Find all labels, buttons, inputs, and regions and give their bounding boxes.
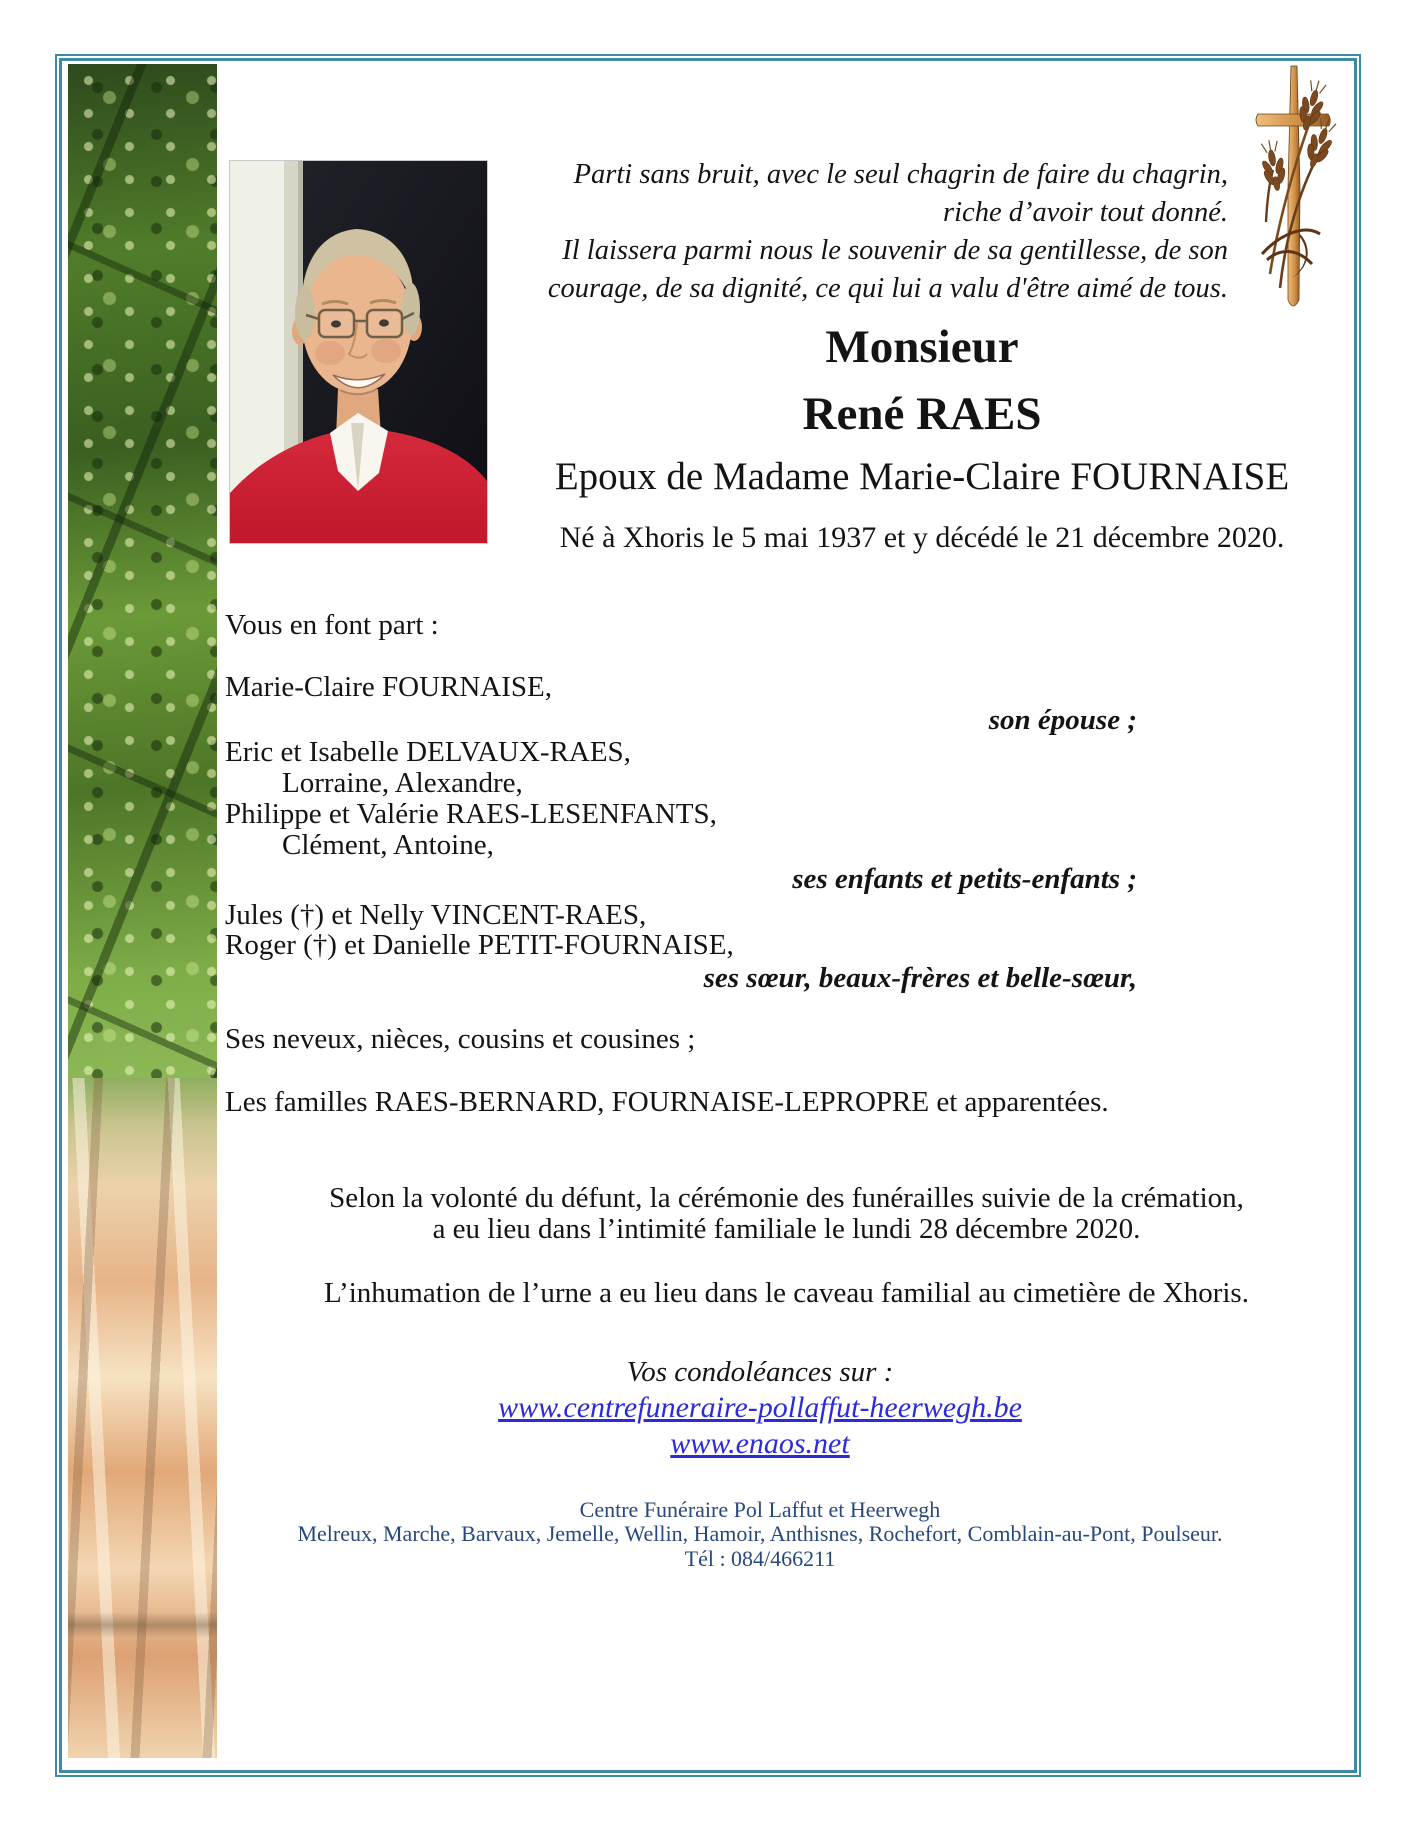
- condolences-label: Vos condoléances sur :: [626, 1356, 894, 1388]
- cross-with-wheat-icon: [1250, 62, 1337, 313]
- memorial-quote: [468, 156, 1228, 308]
- condolences-link-wrapper: [165, 1427, 1355, 1461]
- relation-label: ses enfants et petits-enfants ;: [792, 863, 1137, 895]
- family-member: Roger (†) et Danielle PETIT-FOURNAISE,: [225, 929, 734, 961]
- title-monsieur: Monsieur: [825, 321, 1019, 373]
- quote-line: Parti sans bruit, avec le seul chagrin de faire du chagrin,: [573, 159, 1228, 190]
- funeral-home-cities: Melreux, Marche, Barvaux, Jemelle, Wellin, Hamoir, Anthisnes, Rochefort, Comblain-au-Pont, Poulseur.: [297, 1521, 1223, 1546]
- foliage-area: [68, 64, 217, 1124]
- deceased-name: René RAES: [802, 388, 1042, 440]
- condolences-link-wrapper: [165, 1391, 1355, 1425]
- family-member: Philippe et Valérie RAES-LESENFANTS,: [225, 798, 717, 830]
- quote-line: riche d’avoir tout donné.: [943, 197, 1228, 228]
- announcement-intro: Vous en font part :: [225, 609, 439, 641]
- family-member: Ses neveux, nièces, cousins et cousines ;: [225, 1023, 696, 1055]
- quote-line: Il laissera parmi nous le souvenir de sa gentillesse, de son: [562, 235, 1228, 266]
- birth-death-line: Né à Xhoris le 5 mai 1937 et y décédé le 21 décembre 2020.: [559, 521, 1285, 554]
- family-member: Lorraine, Alexandre,: [282, 767, 523, 799]
- condolences-link-enaos[interactable]: www.enaos.net: [670, 1427, 850, 1460]
- relation-label: ses sœur, beaux-frères et belle-sœur,: [703, 962, 1137, 994]
- relation-label: son épouse ;: [988, 704, 1137, 736]
- portrait-illustration: [230, 161, 487, 543]
- family-member: Eric et Isabelle DELVAUX-RAES,: [225, 736, 631, 768]
- family-member: Marie-Claire FOURNAISE,: [225, 671, 553, 703]
- family-member: Les familles RAES-BERNARD, FOURNAISE-LEPROPRE et apparentées.: [225, 1086, 1109, 1118]
- inhumation-line: L’inhumation de l’urne a eu lieu dans le caveau familial au cimetière de Xhoris.: [324, 1277, 1249, 1309]
- condolences-link-funeral-home[interactable]: www.centrefuneraire-pollaffut-heerwegh.be: [498, 1391, 1022, 1424]
- family-member: Clément, Antoine,: [282, 829, 494, 861]
- ceremony-line: Selon la volonté du défunt, la cérémonie des funérailles suivie de la crémation,: [329, 1182, 1244, 1214]
- family-member: Jules (†) et Nelly VINCENT-RAES,: [225, 899, 647, 931]
- spouse-line: Epoux de Madame Marie-Claire FOURNAISE: [554, 455, 1290, 498]
- portrait-photo: [229, 160, 488, 544]
- funeral-home-phone: Tél : 084/466211: [684, 1546, 836, 1571]
- ceremony-line: a eu lieu dans l’intimité familiale le lundi 28 décembre 2020.: [432, 1213, 1141, 1245]
- cross-with-wheat-drawing: [1250, 62, 1337, 313]
- funeral-home-name: Centre Funéraire Pol Laffut et Heerwegh: [579, 1497, 941, 1522]
- quote-line: courage, de sa dignité, ce qui lui a valu d'être aimé de tous.: [547, 273, 1228, 304]
